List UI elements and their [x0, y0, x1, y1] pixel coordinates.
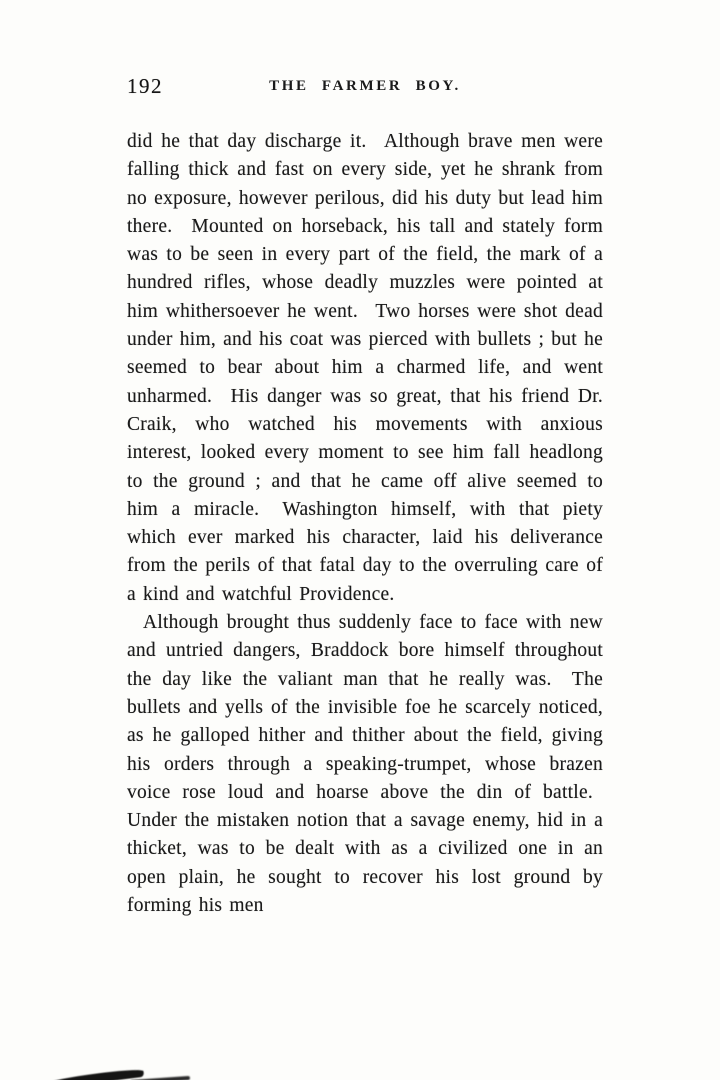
running-title: THE FARMER BOY.	[269, 78, 461, 94]
page-header	[127, 74, 603, 100]
page-body	[127, 128, 603, 920]
scan-smudge-artifact	[42, 1068, 144, 1080]
content-column	[127, 74, 603, 920]
paragraph: Although brought thus suddenly face to face with new and untried dangers, Braddock bore himself throughout the day like the valiant man that he really was. The bullets and yells of the invisible foe he scarcely noticed, as he galloped hither and thither about the field, giving his orders through a speaking-trumpet, whose brazen voice rose loud and hoarse above the din of battle. Under the mistaken notion that a savage enemy, hid in a thicket, was to be dealt with as a civilized one in an open plain, he sought to recover his lost ground by forming his men	[127, 612, 603, 917]
page-number: 192	[127, 74, 163, 98]
paragraph-continuation: did he that day discharge it. Although brave men were falling thick and fast on every side, yet he shrank from no exposure, however perilous, did his duty but lead him there. Mounted on horseback, his tall and stately form was to be seen in every part of the field, the mark of a hundred rifles, whose deadly muzzles were pointed at him whithersoever he went. Two horses were shot dead under him, and his coat was pierced with bullets ; but he seemed to bear about him a charmed life, and went unharmed. His danger was so great, that his friend Dr. Craik, who watched his movements with anxious interest, looked every moment to see him fall headlong to the ground ; and that he came off alive seemed to him a miracle. Washington himself, with that piety which ever marked his character, laid his deliverance from the perils of that fatal day to the overruling care of a kind and watchful Providence.	[127, 131, 603, 605]
